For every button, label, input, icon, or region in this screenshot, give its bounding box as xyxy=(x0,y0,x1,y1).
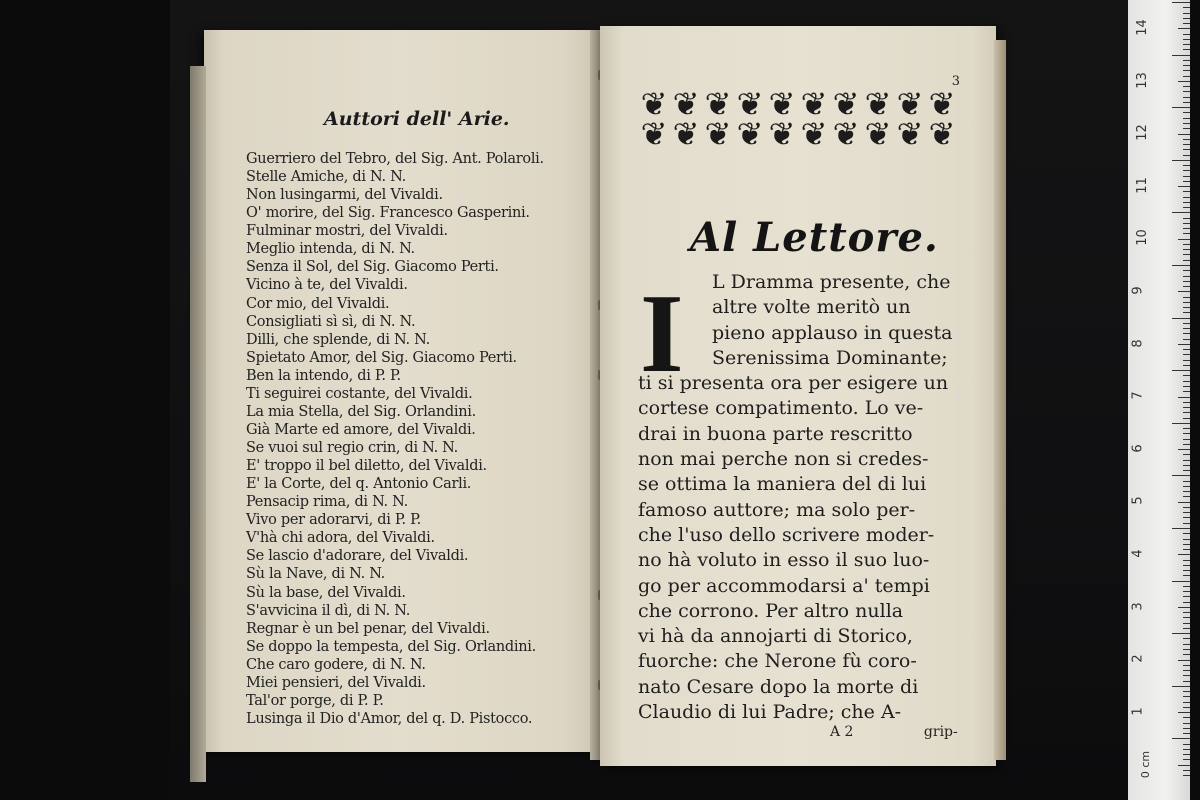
ruler-tick xyxy=(1183,759,1190,760)
aria-entry: Se lascio d'adorare, del Vivaldi. xyxy=(246,548,469,565)
ruler-tick xyxy=(1172,423,1190,424)
ruler-tick xyxy=(1178,291,1190,292)
ruler-tick xyxy=(1183,665,1190,666)
ruler-tick xyxy=(1183,260,1190,261)
ruler-tick xyxy=(1183,218,1190,219)
ruler-tick xyxy=(1183,544,1190,545)
ruler-tick xyxy=(1183,102,1190,103)
fleuron-ornament-icon: ❦ xyxy=(768,115,796,153)
signature-mark: A 2 xyxy=(830,724,854,740)
ruler-tick xyxy=(1183,696,1190,697)
ruler-tick xyxy=(1172,55,1190,56)
ruler-tick xyxy=(1183,381,1190,382)
aria-entry: Già Marte ed amore, del Vivaldi. xyxy=(246,421,476,438)
ruler-tick xyxy=(1183,286,1190,287)
aria-entry: Guerriero del Tebro, del Sig. Ant. Polaroli. xyxy=(246,151,544,167)
ruler-tick xyxy=(1183,733,1190,734)
ruler-tick xyxy=(1183,649,1190,650)
ruler-tick xyxy=(1183,349,1190,350)
ruler-tick xyxy=(1183,375,1190,376)
ruler-tick xyxy=(1183,139,1190,140)
preface-line: altre volte meritò un xyxy=(712,296,911,319)
fleuron-ornament-icon: ❦ xyxy=(768,85,796,123)
aria-entry: Che caro godere, di N. N. xyxy=(246,656,426,673)
preface-line: fuorche: che Nerone fù coro- xyxy=(638,650,917,673)
ruler-number: 3 xyxy=(1130,601,1146,611)
ruler-tick xyxy=(1172,370,1190,371)
fleuron-ornament-icon: ❦ xyxy=(672,115,700,153)
ruler-tick xyxy=(1183,549,1190,550)
ruler-tick xyxy=(1178,765,1190,766)
ruler-tick xyxy=(1183,13,1190,14)
ruler-tick xyxy=(1178,449,1190,450)
ruler-tick xyxy=(1183,207,1190,208)
aria-entry: S'avvicina il dì, di N. N. xyxy=(246,602,411,619)
preface-line: non mai perche non si credes- xyxy=(638,448,929,471)
ruler-tick xyxy=(1183,517,1190,518)
ruler-tick xyxy=(1183,749,1190,750)
aria-entry: Vivo per adorarvi, di P. P. xyxy=(246,512,421,529)
ruler-tick xyxy=(1183,481,1190,482)
ruler-tick xyxy=(1183,670,1190,671)
preface-line: Claudio di lui Padre; che A- xyxy=(638,701,902,724)
aria-entry: La mia Stella, del Sig. Orlandini. xyxy=(246,403,476,420)
ruler-tick xyxy=(1183,507,1190,508)
preface-line: drai in buona parte rescritto xyxy=(638,422,913,445)
ruler-tick xyxy=(1183,391,1190,392)
ruler-number: 8 xyxy=(1130,338,1146,348)
aria-entry: Ben la intendo, di P. P. xyxy=(246,367,401,384)
aria-entry: V'hà chi adora, del Vivaldi. xyxy=(246,530,435,547)
preface-line: che corrono. Per altro nulla xyxy=(638,599,904,622)
fleuron-ornament-icon: ❦ xyxy=(832,85,860,123)
aria-entry: Spietato Amor, del Sig. Giacomo Perti. xyxy=(246,349,517,366)
ruler-tick xyxy=(1183,18,1190,19)
ruler-tick xyxy=(1172,686,1190,687)
preface-line: ti si presenta ora per esigere un xyxy=(638,372,949,395)
ruler-tick xyxy=(1183,691,1190,692)
ruler-number: 4 xyxy=(1130,549,1146,558)
ruler-tick xyxy=(1183,617,1190,618)
right-page xyxy=(600,26,996,766)
ruler-tick xyxy=(1183,523,1190,524)
ruler-tick xyxy=(1183,628,1190,629)
ruler-tick xyxy=(1183,23,1190,24)
ruler-tick xyxy=(1172,475,1190,476)
ruler-tick xyxy=(1183,465,1190,466)
fleuron-ornament-icon: ❦ xyxy=(864,85,892,123)
page-number: 3 xyxy=(951,74,960,89)
ruler-tick xyxy=(1183,202,1190,203)
aria-entry: Sù la Nave, di N. N. xyxy=(246,566,385,583)
ruler-tick xyxy=(1172,528,1190,529)
ruler-tick xyxy=(1183,155,1190,156)
ruler-tick xyxy=(1183,460,1190,461)
aria-entry: Vicino à te, del Vivaldi. xyxy=(246,277,408,294)
ruler-tick xyxy=(1183,433,1190,434)
ruler-tick xyxy=(1183,654,1190,655)
ruler-tick xyxy=(1178,81,1190,82)
aria-entry: Lusinga il Dio d'Amor, del q. D. Pistocco. xyxy=(246,710,533,727)
ruler-tick xyxy=(1183,244,1190,245)
preface-line: Serenissima Dominante; xyxy=(712,346,948,369)
ruler-tick xyxy=(1172,738,1190,739)
aria-entry: Cor mio, del Vivaldi. xyxy=(246,295,390,312)
preface-line: se ottima la maniera del di lui xyxy=(638,473,927,496)
fleuron-ornament-icon: ❦ xyxy=(672,85,700,123)
ruler-tick xyxy=(1183,60,1190,61)
ruler-tick xyxy=(1183,575,1190,576)
ruler-tick xyxy=(1183,407,1190,408)
ruler-number: 14 xyxy=(1134,19,1150,36)
ruler-number: 9 xyxy=(1130,286,1146,295)
ruler-tick xyxy=(1183,70,1190,71)
preface-line: L Dramma presente, che xyxy=(712,271,951,293)
ruler-tick xyxy=(1183,512,1190,513)
fleuron-ornament-icon: ❦ xyxy=(928,115,956,153)
fleuron-ornament-icon: ❦ xyxy=(800,85,828,123)
ruler-tick xyxy=(1183,7,1190,8)
ruler-number: 1 xyxy=(1130,707,1146,716)
arie-authors-list xyxy=(246,150,586,728)
ruler-number: 11 xyxy=(1134,177,1150,194)
aria-entry: Non lusingarmi, del Vivaldi. xyxy=(246,187,443,204)
ruler-tick xyxy=(1183,233,1190,234)
fleuron-ornament-icon: ❦ xyxy=(704,85,732,123)
ruler-tick xyxy=(1183,328,1190,329)
ruler-tick xyxy=(1183,228,1190,229)
ruler-tick xyxy=(1183,223,1190,224)
ruler-tick xyxy=(1183,76,1190,77)
ruler-tick xyxy=(1172,107,1190,108)
fleuron-ornament-icon: ❦ xyxy=(896,115,924,153)
ruler-tick xyxy=(1172,2,1190,3)
ruler-tick xyxy=(1183,707,1190,708)
ruler-tick xyxy=(1172,212,1190,213)
ruler-tick xyxy=(1183,312,1190,313)
ruler-tick xyxy=(1183,439,1190,440)
ruler-tick xyxy=(1183,702,1190,703)
ruler-tick xyxy=(1183,354,1190,355)
ruler-tick xyxy=(1183,360,1190,361)
ruler-tick xyxy=(1178,397,1190,398)
aria-entry: O' morire, del Sig. Francesco Gasperini. xyxy=(246,205,530,222)
ruler-tick xyxy=(1183,281,1190,282)
ruler-tick xyxy=(1183,775,1190,776)
ruler-tick xyxy=(1183,302,1190,303)
ruler-tick xyxy=(1172,581,1190,582)
ruler-tick xyxy=(1183,491,1190,492)
ruler-tick xyxy=(1183,470,1190,471)
ruler-tick xyxy=(1183,270,1190,271)
right-page-title: Al Lettore. xyxy=(690,214,939,261)
ruler-tick xyxy=(1183,496,1190,497)
ruler-tick xyxy=(1183,428,1190,429)
left-page-heading: Auttori dell' Arie. xyxy=(324,108,510,130)
aria-entry: Regnar è un bel penar, del Vivaldi. xyxy=(246,620,490,637)
ruler-tick xyxy=(1183,744,1190,745)
ruler-tick xyxy=(1178,239,1190,240)
ruler-tick xyxy=(1183,717,1190,718)
ruler-tick xyxy=(1183,254,1190,255)
ruler-tick xyxy=(1183,533,1190,534)
ruler-tick xyxy=(1183,181,1190,182)
ruler-tick xyxy=(1183,754,1190,755)
ruler-number: 2 xyxy=(1130,654,1146,663)
ruler-tick xyxy=(1183,144,1190,145)
aria-entry: Tal'or porge, di P. P. xyxy=(246,692,384,709)
ruler-tick xyxy=(1178,502,1190,503)
ruler-tick xyxy=(1183,323,1190,324)
ruler-tick xyxy=(1183,197,1190,198)
preface-line: cortese compatimento. Lo ve- xyxy=(638,397,924,420)
fleuron-ornament-icon: ❦ xyxy=(896,85,924,123)
ruler-tick xyxy=(1183,570,1190,571)
ruler-tick xyxy=(1183,65,1190,66)
ruler-tick xyxy=(1183,44,1190,45)
preface-line: che l'uso dello scrivere moder- xyxy=(638,523,935,546)
ruler-tick xyxy=(1183,112,1190,113)
aria-entry: E' la Corte, del q. Antonio Carli. xyxy=(246,476,472,493)
ruler-tick xyxy=(1178,28,1190,29)
ruler-tick xyxy=(1183,638,1190,639)
ruler-tick xyxy=(1178,554,1190,555)
ruler-tick xyxy=(1183,339,1190,340)
ruler-tick xyxy=(1183,86,1190,87)
fleuron-ornament-icon: ❦ xyxy=(704,115,732,153)
fleuron-ornament-icon: ❦ xyxy=(864,115,892,153)
ruler-tick xyxy=(1183,276,1190,277)
preface-line: vi hà da annojarti di Storico, xyxy=(638,625,913,648)
ruler-tick xyxy=(1183,412,1190,413)
ruler-tick xyxy=(1183,34,1190,35)
aria-entry: Se doppo la tempesta, del Sig. Orlandini. xyxy=(246,638,536,655)
ruler-tick xyxy=(1183,402,1190,403)
ruler-tick xyxy=(1183,123,1190,124)
ruler-tick xyxy=(1183,454,1190,455)
fleuron-ornament-icon: ❦ xyxy=(736,115,764,153)
aria-entry: Stelle Amiche, di N. N. xyxy=(246,169,406,186)
ruler-tick xyxy=(1183,39,1190,40)
ruler-tick xyxy=(1172,160,1190,161)
ruler-tick xyxy=(1183,623,1190,624)
ruler-number: 12 xyxy=(1134,124,1150,141)
catchword: grip- xyxy=(923,724,958,740)
fleuron-ornament-icon: ❦ xyxy=(736,85,764,123)
drop-capital: I xyxy=(640,272,684,396)
fleuron-ornament-icon: ❦ xyxy=(800,115,828,153)
preface-line: nato Cesare dopo la morte di xyxy=(638,675,919,698)
ruler-tick xyxy=(1183,644,1190,645)
ruler-tick xyxy=(1183,170,1190,171)
ruler-tick xyxy=(1183,365,1190,366)
ruler-number: 13 xyxy=(1134,71,1150,89)
ruler-tick xyxy=(1172,265,1190,266)
ruler-tick xyxy=(1183,191,1190,192)
ruler-tick xyxy=(1183,586,1190,587)
ruler-tick xyxy=(1183,118,1190,119)
ruler-number: 10 xyxy=(1134,229,1150,247)
ruler-tick xyxy=(1183,307,1190,308)
aria-entry: Se vuoi sul regio crin, di N. N. xyxy=(246,440,458,456)
ruler-tick xyxy=(1183,91,1190,92)
ruler-tick xyxy=(1183,596,1190,597)
aria-entry: Sù la base, del Vivaldi. xyxy=(246,584,406,601)
ruler-tick xyxy=(1183,418,1190,419)
measurement-ruler xyxy=(1128,0,1190,800)
ruler-tick xyxy=(1183,770,1190,771)
ruler-tick xyxy=(1183,176,1190,177)
ruler-unit-label: 0 cm xyxy=(1139,750,1153,779)
ruler-tick xyxy=(1183,728,1190,729)
ruler-tick xyxy=(1183,602,1190,603)
ruler-tick xyxy=(1183,675,1190,676)
left-page xyxy=(204,30,596,752)
ruler-tick xyxy=(1183,486,1190,487)
ruler-tick xyxy=(1183,97,1190,98)
ruler-tick xyxy=(1178,712,1190,713)
aria-entry: Pensacip rima, di N. N. xyxy=(246,494,408,511)
ruler-tick xyxy=(1183,444,1190,445)
ruler-tick xyxy=(1178,660,1190,661)
ruler-tick xyxy=(1183,612,1190,613)
ruler-tick xyxy=(1172,633,1190,634)
preface-line: famoso auttore; ma solo per- xyxy=(638,498,916,521)
ruler-tick xyxy=(1183,386,1190,387)
aria-entry: E' troppo il bel diletto, del Vivaldi. xyxy=(246,458,487,475)
aria-entry: Dilli, che splende, di N. N. xyxy=(246,331,430,348)
aria-entry: Senza il Sol, del Sig. Giacomo Perti. xyxy=(246,259,499,276)
ruler-tick xyxy=(1183,149,1190,150)
ruler-tick xyxy=(1183,681,1190,682)
ruler-tick xyxy=(1183,539,1190,540)
preface-line: go per accommodarsi a' tempi xyxy=(638,574,930,597)
ruler-number: 6 xyxy=(1130,444,1146,453)
page-footer xyxy=(830,724,958,740)
aria-entry: Miei pensieri, del Vivaldi. xyxy=(246,674,426,691)
aria-entry: Meglio intenda, di N. N. xyxy=(246,241,415,258)
preface-line: no hà voluto in esso il suo luo- xyxy=(638,549,930,572)
fleuron-ornament-icon: ❦ xyxy=(640,115,668,153)
fleuron-ornament-icon: ❦ xyxy=(832,115,860,153)
aria-entry: Ti seguirei costante, del Vivaldi. xyxy=(246,385,473,402)
ruler-tick xyxy=(1178,134,1190,135)
ruler-number: 5 xyxy=(1130,496,1146,506)
ruler-tick xyxy=(1183,49,1190,50)
ruler-tick xyxy=(1178,607,1190,608)
aria-entry: Fulminar mostri, del Vivaldi. xyxy=(246,223,448,240)
ruler-tick xyxy=(1183,297,1190,298)
ruler-tick xyxy=(1183,333,1190,334)
ruler-number: 7 xyxy=(1130,391,1146,400)
ruler-tick xyxy=(1172,318,1190,319)
fleuron-ornament-icon: ❦ xyxy=(928,85,956,123)
fleuron-ornament-icon: ❦ xyxy=(640,85,668,123)
ruler-tick xyxy=(1178,344,1190,345)
preface-line: pieno applauso in questa xyxy=(712,321,953,344)
ruler-tick xyxy=(1183,723,1190,724)
ruler-tick xyxy=(1183,249,1190,250)
ruler-tick xyxy=(1183,128,1190,129)
ruler-tick xyxy=(1183,560,1190,561)
ruler-tick xyxy=(1183,565,1190,566)
ornament-band-bottom xyxy=(638,115,958,153)
ruler-tick xyxy=(1178,186,1190,187)
ruler-tick xyxy=(1183,591,1190,592)
preface-text xyxy=(638,270,978,725)
ruler-tick xyxy=(1183,165,1190,166)
aria-entry: Consigliati sì sì, di N. N. xyxy=(246,313,416,330)
